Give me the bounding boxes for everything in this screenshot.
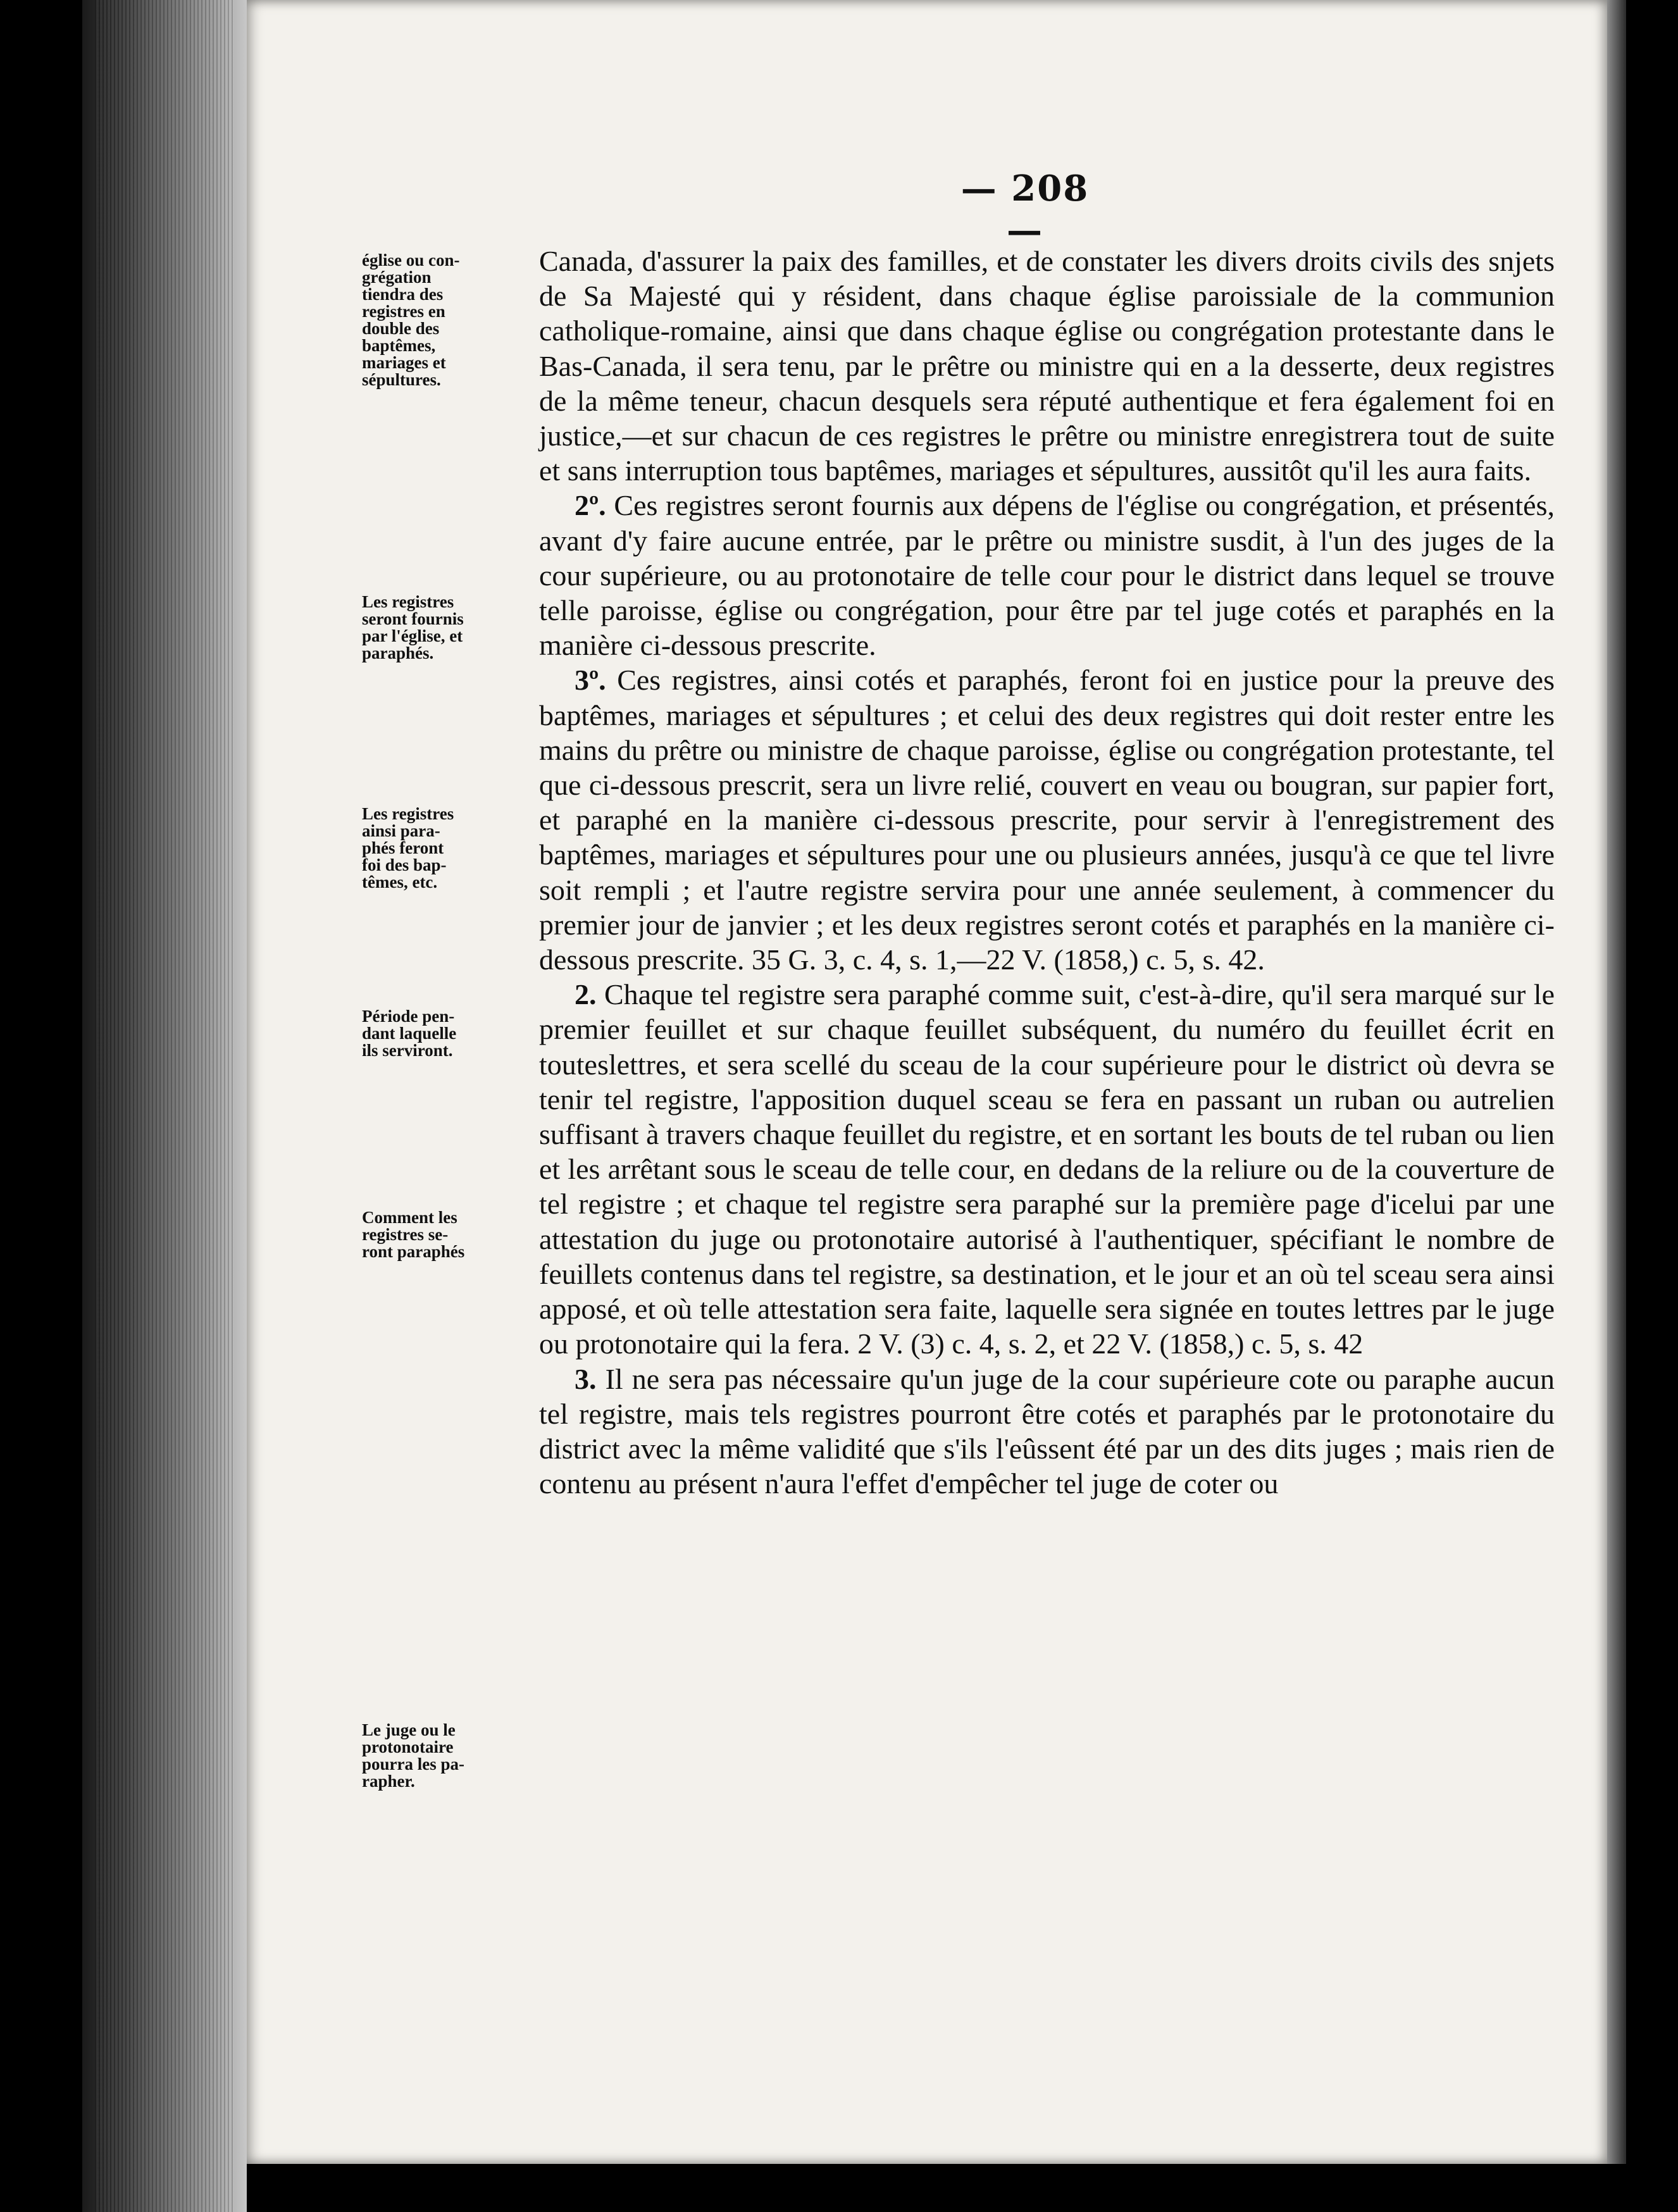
margin-note-line: Les registres: [362, 804, 454, 823]
margin-note-line: Les registres: [362, 592, 454, 611]
paragraph-number: 3º.: [575, 664, 606, 697]
margin-note-line: ront paraphés: [362, 1242, 465, 1261]
paragraph-text: Ces registres seront fournis aux dépens de l'église ou congrégation, et présentés, avant d'y faire aucune entrée, par le prêtre ou ministre susdit, à l'un des juges de la cour supérieure, ou au protonotaire de telle cour pour le district dans lequel se trouve telle paroisse, église ou congrégation, pour être par tel juge cotés et paraphés en la manière ci-dessous prescrite.: [539, 489, 1555, 662]
margin-note-line: têmes, etc.: [362, 873, 438, 892]
margin-note-how-paraphed: [362, 1209, 539, 1260]
margin-note-period: [362, 1008, 539, 1059]
margin-note-line: dant laquelle: [362, 1024, 457, 1043]
margin-note-line: par l'église, et: [362, 626, 463, 645]
margin-note-line: rapher.: [362, 1772, 415, 1791]
paragraph-text: Canada, d'assurer la paix des familles, et de constater les divers droits civils des snjets de Sa Majesté qui y résident, dans chaque église paroissiale de la communion catholique-romaine, ainsi que dans chaque église ou congrégation protestante dans le Bas-Canada, il sera tenu, par le prêtre ou ministre qui en a la desserte, deux registres de la même teneur, chacun desquels sera réputé authentique et fera également foi en justice,—et sur chacun de ces registres le prêtre ou ministre enregistrera tout de suite et sans interruption tous baptêmes, mariages et sépultures, aussitôt qu'il les aura faits.: [539, 245, 1555, 487]
paragraph-section-2: [539, 977, 1555, 1361]
margin-note-line: Période pen-: [362, 1007, 455, 1026]
paragraph-number: 2º.: [575, 489, 606, 522]
paragraph-text: Il ne sera pas nécessaire qu'un juge de la cour supérieure cote ou paraphe aucun tel registre, mais tels registres pourront être cotés et paraphés par le protonotaire du district avec la même validité que s'ils l'eûssent été par un des dits juges ; mais rien de contenu au présent n'aura l'effet d'empêcher tel juge de coter ou: [539, 1362, 1555, 1500]
margin-note-line: phés feront: [362, 838, 444, 857]
page-number: — 208 —: [960, 168, 1090, 251]
margin-note-line: protonotaire: [362, 1737, 454, 1756]
margin-note-line: Comment les: [362, 1208, 457, 1227]
margin-note-line: pourra les pa-: [362, 1755, 464, 1774]
margin-note-line: foi des bap-: [362, 855, 447, 874]
margin-note-line: mariages et: [362, 353, 446, 372]
paragraph-section-3: [539, 1362, 1555, 1501]
margin-note-line: paraphés.: [362, 643, 434, 662]
margin-note-registers-proof: [362, 805, 539, 891]
paragraph-text: Chaque tel registre sera paraphé comme suit, c'est-à-dire, qu'il sera marqué sur le premier feuillet et sur chaque feuillet subséquent, du numéro du feuillet écrit en touteslettres, et sera scellé du sceau de la cour supérieure pour le district où devra se tenir tel registre, l'apposition duquel sceau se fera en passant un ruban ou autrelien suffisant à travers chaque feuillet du registre, et en sortant les bouts de tel ruban ou lien et les arrêtant sous le sceau de telle cour, en dedans de la reliure ou de la couverture de tel registre ; et chaque tel registre sera paraphé sur la première page d'icelui par une attestation du juge ou protonotaire autorisé à l'authentiquer, spécifiant le nombre de feuillets contenus dans tel registre, sa destination, et le jour et an où tel sceau sera ainsi apposé, et où telle attestation sera faite, laquelle sera signée en toutes lettres par le juge ou protonotaire qui la fera. 2 V. (3) c. 4, s. 2, et 22 V. (1858,) c. 5, s. 42: [539, 978, 1555, 1360]
paragraph-text: Ces registres, ainsi cotés et paraphés, feront foi en justice pour la preuve des baptêmes, mariages et sépultures ; et celui des deux registres qui doit rester entre les mains du prêtre ou ministre de chaque paroisse, église ou congrégation protestante, tel que ci-dessous prescrit, sera un livre relié, couvert en veau ou bougran, sur papier fort, et paraphé en la manière ci-dessous prescrite, pour servir à l'enregistrement des baptêmes, mariages et sépultures pour une ou plusieurs années, jusqu'à ce que tel livre soit rempli ; et l'autre registre servira pour une année seulement, à commencer du premier jour de janvier ; et les deux registres seront cotés et paraphés en la manière ci-dessous prescrite. 35 G. 3, c. 4, s. 1,—22 V. (1858,) c. 5, s. 42.: [539, 664, 1555, 976]
body-text: [539, 244, 1555, 1501]
margin-note-line: baptêmes,: [362, 336, 436, 355]
page-right-shadow: [1607, 0, 1626, 2164]
paragraph-3o: [539, 662, 1555, 977]
margin-note-line: registres se-: [362, 1225, 449, 1244]
paragraph-number: 3.: [575, 1362, 597, 1395]
margin-note-line: seront fournis: [362, 609, 464, 628]
margin-note-judge-or-protonotary: [362, 1722, 539, 1790]
margin-note-line: ainsi para-: [362, 821, 440, 840]
margin-note-line: registres en: [362, 302, 445, 321]
paragraph-intro: [539, 244, 1555, 488]
margin-note-line: grégation: [362, 268, 432, 287]
margin-note-line: double des: [362, 319, 440, 338]
margin-note-line: sépultures.: [362, 370, 441, 389]
margin-note-line: tiendra des: [362, 285, 444, 304]
paragraph-number: 2.: [575, 978, 597, 1011]
margin-note-registers-supplied: [362, 593, 539, 662]
margin-note-registers-double: [362, 252, 539, 388]
margin-note-line: Le juge ou le: [362, 1720, 456, 1739]
paragraph-2o: [539, 488, 1555, 662]
margin-note-line: église ou con-: [362, 251, 460, 270]
margin-note-line: ils serviront.: [362, 1041, 453, 1060]
book-page-edge-lines: [95, 0, 234, 2212]
